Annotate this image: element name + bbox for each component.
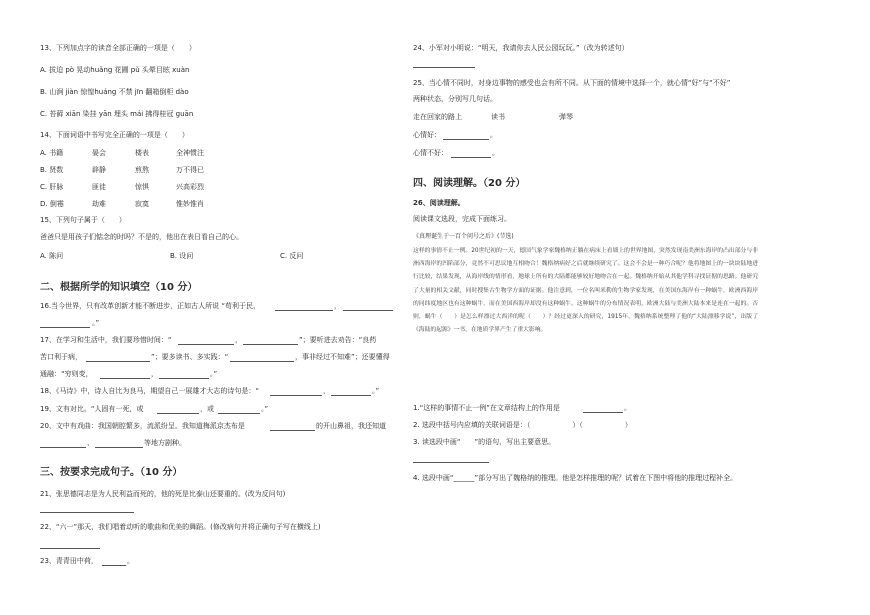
q17-line2: 苦口利于病， — [40, 353, 82, 361]
q25-bad-label: 心情不好： — [413, 149, 448, 157]
q14-a-4: 全神惯注 — [176, 149, 204, 157]
q19-blank-1[interactable] — [157, 413, 199, 414]
q18-end: 。” — [372, 387, 380, 395]
q17-line3-sep: ， — [151, 370, 158, 378]
q15-option-a: A. 陈问 — [40, 252, 64, 260]
q26-title: 26、阅读理解。 — [413, 199, 465, 207]
q13-option-b: B. 山涧 jiàn 惊惶huáng 不禁 jīn 翻箱倒柜 dào — [40, 88, 189, 96]
q20-sep: 、 — [87, 439, 94, 447]
q14-d-4: 惟妙惟肖 — [176, 200, 204, 208]
right-column — [413, 0, 833, 615]
q14-a-1: A. 书籍 — [40, 149, 64, 157]
q14-b-3: 煎熬 — [135, 166, 149, 174]
q20-line1: 20、文中有戏曲：我国朝腔繁多，流派纷呈。我知道梅派京杰布是 — [40, 422, 245, 430]
q26-sub1-period: 。 — [624, 404, 631, 412]
q24-text: 24、小军对小明说：“明天，我请你去人民公园玩玩。”（改为转述句） — [413, 44, 629, 52]
q17-line3-end: 。” — [210, 370, 218, 378]
q26-sub1: 1.“这样的事情不止一例”在文章结构上的作用是 — [413, 404, 560, 412]
q17-sep-1: ， — [235, 336, 242, 344]
q17-blank-2[interactable] — [243, 344, 298, 345]
q14-a-2: 晏会 — [92, 149, 106, 157]
q22-answer-line[interactable] — [40, 548, 100, 549]
q25-choice-3: 弹琴 — [559, 113, 573, 121]
section-2-title: 二、根据所学的知识填空（10 分） — [40, 282, 198, 293]
q16-line2: 。” — [92, 319, 100, 327]
passage-title: 《真理诞生于一百个问号之后》(节选) — [413, 233, 514, 240]
q20-end: 等地方剧种。 — [144, 439, 186, 447]
q23-text: 23、青青田中荷， — [40, 557, 98, 565]
q13-option-a: A. 拔迫 pò 晃动huǎng 花圃 pǔ 头晕目眩 xuàn — [40, 66, 190, 74]
q16-sep: ， — [334, 302, 341, 310]
q15-option-c: C. 反问 — [280, 252, 304, 260]
q14-c-4: 兴高彩烈 — [176, 183, 204, 191]
q25-line2: 两种状态，分别写几句话。 — [413, 95, 497, 103]
q14-b-4: 万不得已 — [176, 166, 204, 174]
q26-sub2: 2. 选段中括号内应填的关联词语是：（ ）（ ） — [413, 421, 632, 429]
q17-blank-6[interactable] — [159, 378, 209, 379]
q16-blank-2[interactable] — [343, 310, 393, 311]
q14-b-1: B. 贤数 — [40, 166, 64, 174]
q16-blank-1[interactable] — [275, 310, 333, 311]
q17-blank-4[interactable] — [230, 361, 294, 362]
q25-bad-period: 。 — [492, 149, 499, 157]
q14-d-2: 劫难 — [92, 200, 106, 208]
q26-sub3-answer-line[interactable] — [413, 462, 489, 463]
q17-line1-end: ”；要听进去劝告：“良药 — [299, 336, 377, 344]
q25-line1: 25、当心情不同时，对身边事物的感受也会有所不同。从下面的情境中选择一个，就心情“好”与“不好” — [413, 79, 731, 87]
q14-c-2: 匪徒 — [92, 183, 106, 191]
q14-stem: 14、下面词语中书写完全正确的一项是（ ） — [40, 131, 189, 139]
q17-line1: 17、在学习和生活中，我们要珍惜时间：“ — [40, 336, 172, 344]
q18-line1: 18、《马诗》中，诗人自比为良马，期望自己一展雄才大志的诗句是：“ — [40, 387, 260, 395]
q14-a-3: 楼表 — [135, 149, 149, 157]
q14-c-3: 惊惧 — [135, 183, 149, 191]
q16-line1: 16.当今世界，只有改革创新才能不断进步，正如古人所说 “苟利于民， — [40, 302, 260, 310]
q26-intro: 阅读课文选段，完成下面练习。 — [413, 215, 511, 223]
q25-choice-2: 读书 — [491, 113, 505, 121]
q24-answer-line[interactable] — [413, 67, 475, 68]
q23-blank[interactable] — [102, 565, 126, 566]
q19-sep: ，或 — [200, 405, 214, 413]
q17-line3: 通融：“穷则变， — [40, 370, 93, 378]
q19-blank-2[interactable] — [218, 413, 260, 414]
q25-choice-1: 走在回家的路上 — [413, 113, 462, 121]
q20-blank-2[interactable] — [40, 447, 86, 448]
q13-option-c: C. 苔藓 xiān 染挂 yān 埋头 mái 拂得桂冠 guān — [40, 110, 194, 118]
q22-text: 22、“六一”那天，我们唱着动听的歌曲和优美的舞蹈。(修改病句并将正确句子写在横线上) — [40, 523, 321, 531]
q18-blank-2[interactable] — [331, 395, 371, 396]
q15-stem: 15、下列句子属于（ ） — [40, 216, 126, 224]
q21-answer-line[interactable] — [40, 512, 134, 513]
q18-blank-1[interactable] — [270, 395, 322, 396]
left-column — [40, 0, 425, 615]
q18-sep: ， — [323, 387, 330, 395]
q26-sub4: 4. 选段中画“______”部分写出了魏格纳的推理。他是怎样推理的呢？试着在下图中将他的推理过程补全。 — [413, 474, 738, 482]
q20-line1-end: 的开山鼻祖，我还知道 — [316, 422, 386, 430]
q17-blank-3[interactable] — [86, 361, 150, 362]
passage-body: 这样的事情不止一例。20世纪初的一天，德国气象学家魏格纳正躺在病床上看墙上的世界地图，突然发现南美洲东海岸的凸出部分与非洲西海岸的凹陷部分，竟然不可思议地互相吻合！魏格纳病好之后就继续研究了。这会不会是一种巧合呢？他将地图上的一块块陆地进行比较，结果发现，从海岸线的情形看，地球上所有的大陆都能够较好地吻合在一起。魏格纳开始从其他学科寻找证据的思路。他研究了大量的相关文献，同时搜集古生物学方面的证据。他注意到，一位名叫米勒的生物学家发现，在美国东海岸有一种蜗牛，欧洲西海岸的同纬度地区也有这种蜗牛，而在美国西海岸却没有这种蜗牛。这种蜗牛的分布情况表明，欧洲大陆与美洲大陆本来是连在一起的。否则，蜗牛（ ）是怎么样漂过大西洋的呢（ ）？经过更深入的研究，1915年，魏格纳系统整理了他的“大陆漂移学说”，出版了《海陆的起源》一书，在地质学界产生了重大影响。 — [413, 248, 758, 334]
q14-b-2: 辟静 — [92, 166, 106, 174]
q20-blank-1[interactable] — [270, 430, 315, 431]
section-4-title: 四、阅读理解。（20 分） — [413, 178, 526, 189]
q21-text: 21、张思德同志是为人民利益而死的，他的死是比泰山还要重的。(改为反问句) — [40, 490, 286, 498]
section-3-title: 三、按要求完成句子。（10 分） — [40, 467, 183, 478]
q13-stem: 13、下列加点字的读音全部正确的一项是（ ） — [40, 44, 196, 52]
q14-c-1: C. 肝脉 — [40, 183, 64, 191]
q15-option-b: B. 设问 — [170, 252, 194, 260]
q16-blank-3[interactable] — [40, 327, 90, 328]
q25-good-label: 心情好： — [413, 131, 441, 139]
q17-line2-mid: ”；要多读书、多实践：“ — [151, 353, 229, 361]
q14-d-1: D. 倒霉 — [40, 200, 64, 208]
q25-good-period: 。 — [490, 131, 497, 139]
q19-line1: 19、文有对比。“人固有一死，或 — [40, 405, 144, 413]
q19-end: 。” — [261, 405, 269, 413]
q25-bad-blank[interactable] — [451, 157, 491, 158]
q14-d-3: 寂寞 — [135, 200, 149, 208]
q17-blank-1[interactable] — [178, 344, 234, 345]
q17-blank-5[interactable] — [100, 378, 150, 379]
q17-line2-end: ，事非经过不知难”；还要懂得 — [295, 353, 390, 361]
q26-sub1-blank[interactable] — [583, 412, 623, 413]
q15-sentence: 爸爸只是用孩子们惦念的时吗？不是的，他出在表日看自己的心。 — [40, 233, 243, 241]
q23-period: 。 — [127, 557, 134, 565]
q20-blank-3[interactable] — [95, 447, 143, 448]
q25-good-blank[interactable] — [443, 139, 489, 140]
q26-sub3: 3. 读选段中画“ ”的语句，写出主要意思。 — [413, 438, 556, 446]
